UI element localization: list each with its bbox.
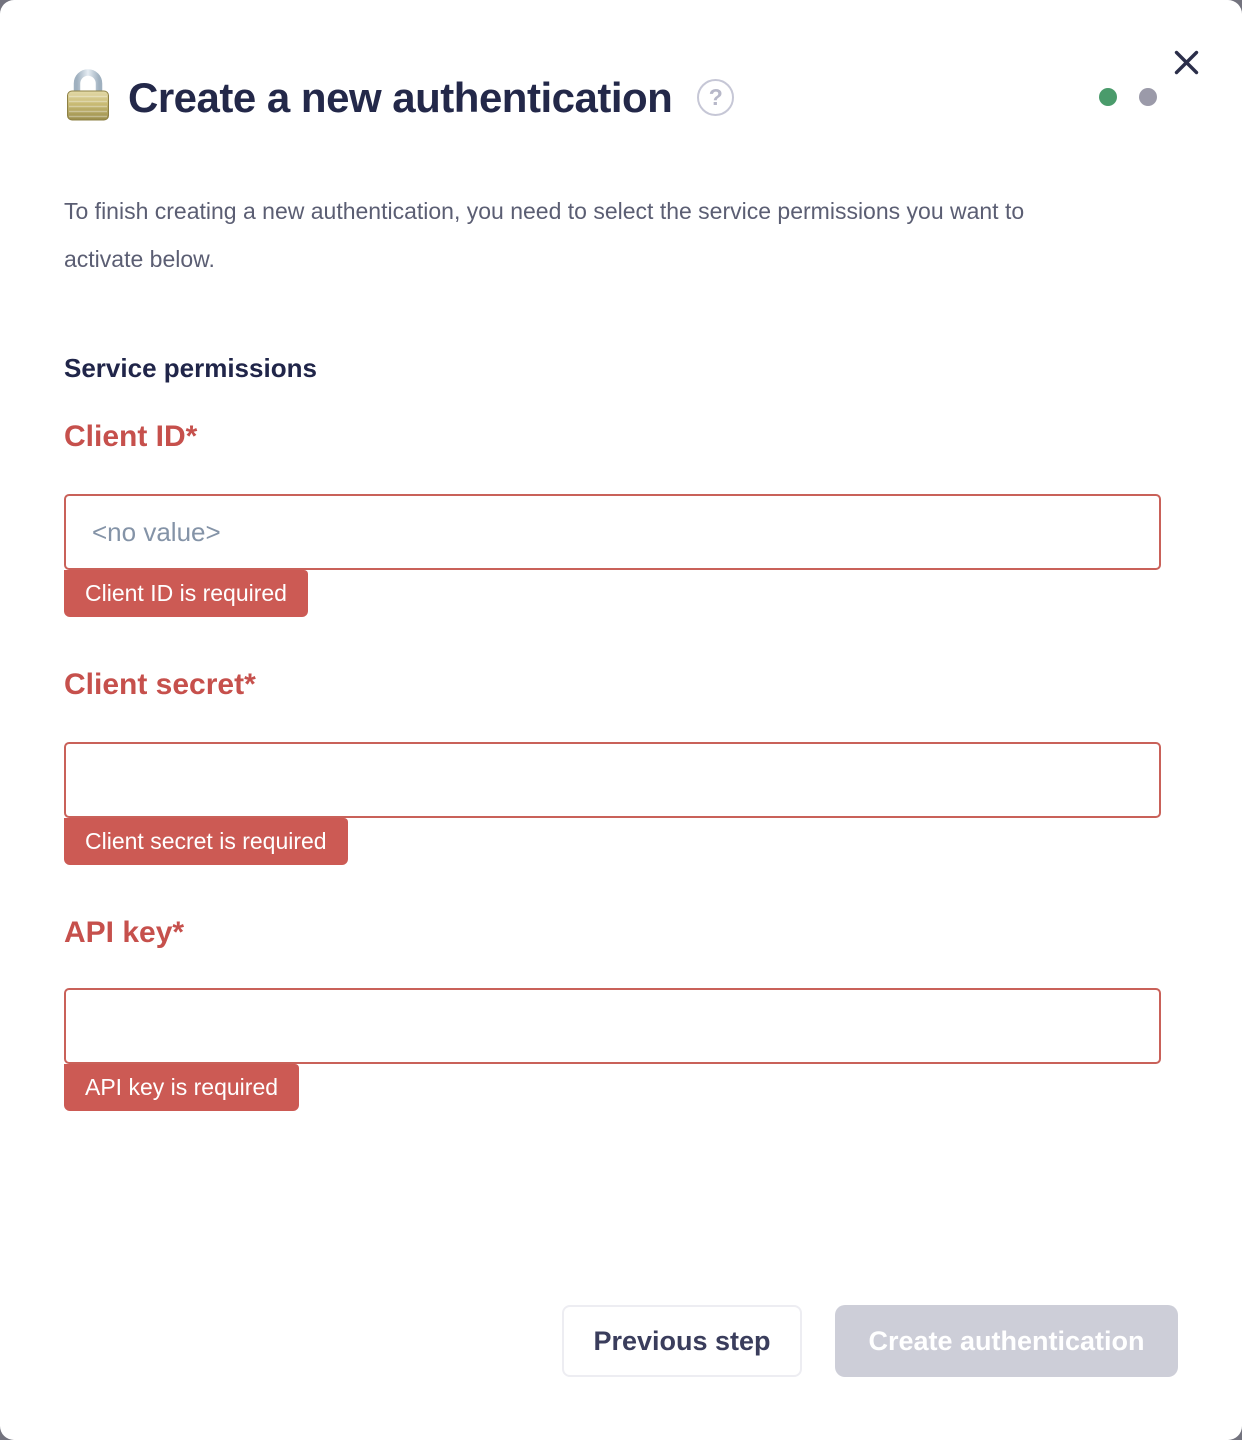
api-key-error-badge: API key is required — [64, 1064, 299, 1111]
lock-icon — [64, 68, 112, 127]
section-heading: Service permissions — [64, 353, 317, 383]
api-key-input[interactable] — [64, 988, 1161, 1064]
create-authentication-button[interactable]: Create authentication — [835, 1305, 1178, 1377]
field-group-client-id — [64, 420, 1178, 617]
help-icon[interactable]: ? — [697, 79, 734, 116]
close-button[interactable] — [1170, 48, 1202, 80]
previous-step-button[interactable]: Previous step — [562, 1305, 802, 1377]
client-id-label: Client ID* — [64, 420, 198, 453]
modal-title: Create a new authentication — [128, 73, 673, 121]
step-indicator — [1099, 88, 1157, 106]
step-dot-inactive — [1139, 88, 1157, 106]
step-dot-active — [1099, 88, 1117, 106]
field-group-client-secret — [64, 668, 1178, 865]
client-id-input[interactable] — [64, 494, 1161, 570]
client-secret-input[interactable] — [64, 742, 1161, 818]
field-group-api-key — [64, 916, 1178, 1111]
close-icon — [1172, 48, 1201, 80]
client-secret-label: Client secret* — [64, 668, 256, 701]
client-id-error-badge: Client ID is required — [64, 570, 308, 617]
modal-footer — [64, 1305, 1178, 1377]
client-secret-error-badge: Client secret is required — [64, 818, 348, 865]
api-key-label: API key* — [64, 916, 185, 949]
modal-description: To finish creating a new authentication, you need to select the service permissions you want to activate below. — [64, 198, 1025, 272]
modal-header — [64, 68, 1178, 127]
